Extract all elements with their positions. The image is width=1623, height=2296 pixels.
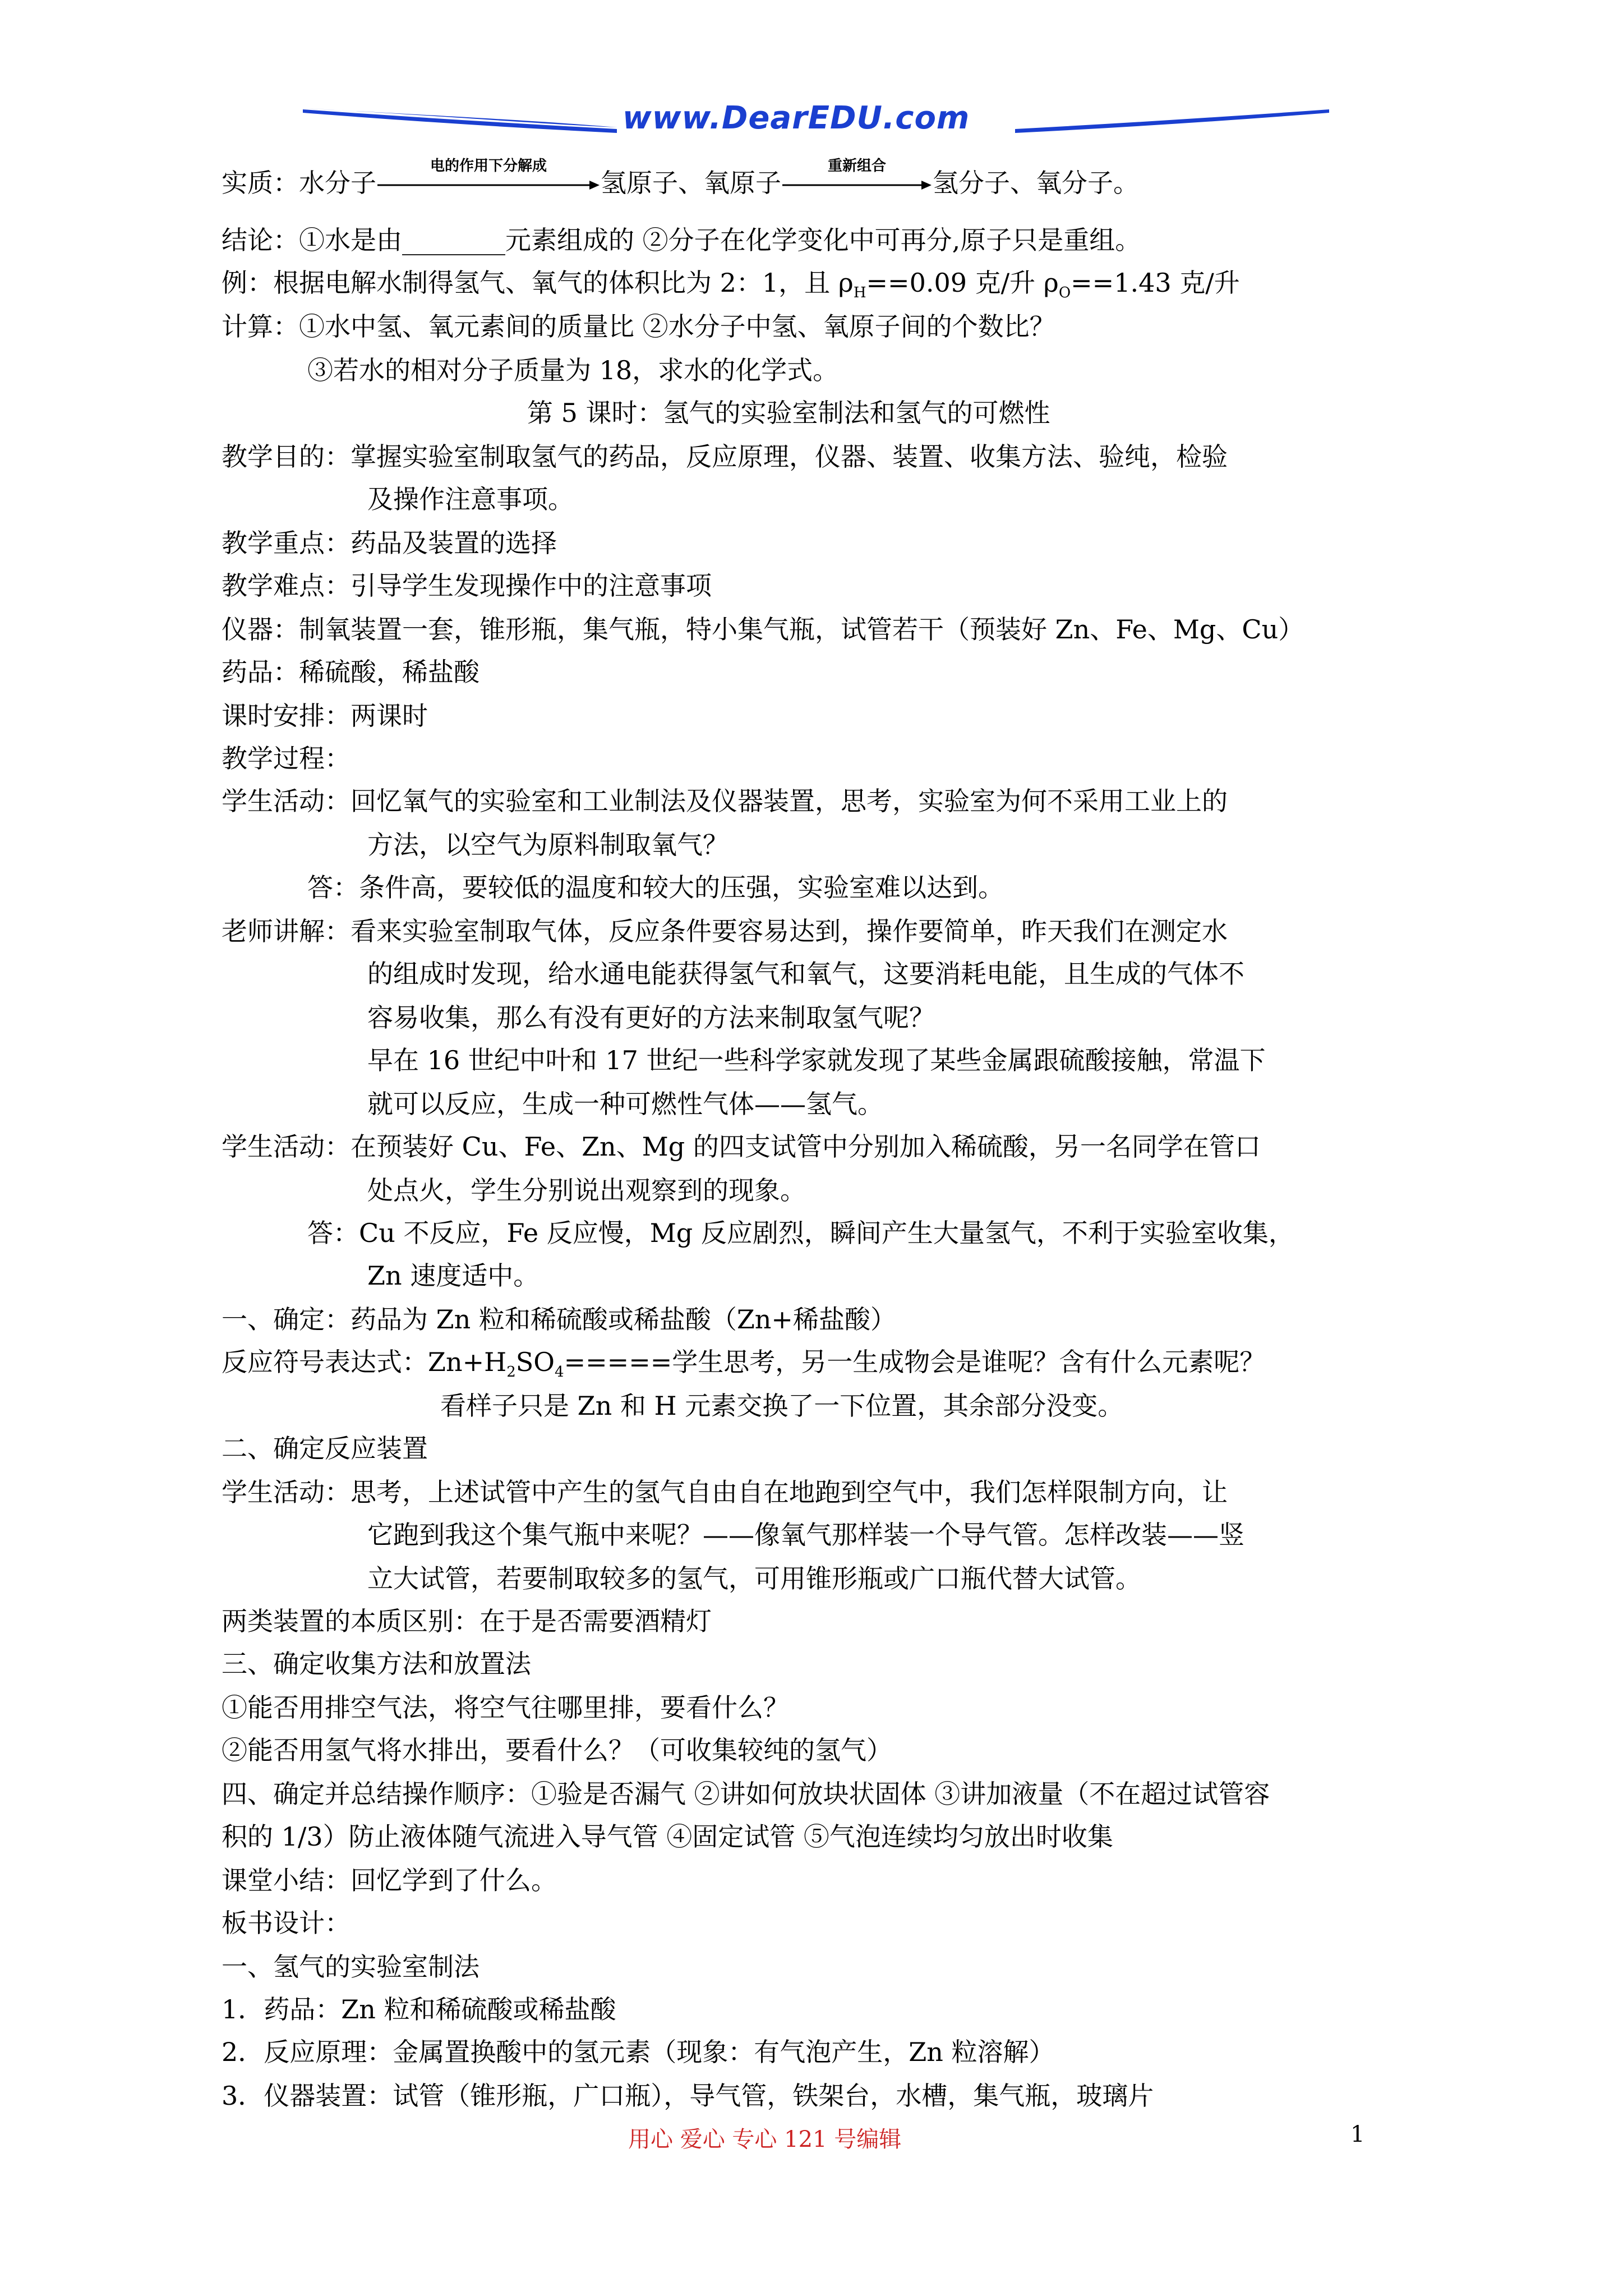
section-heading: 二、确定反应装置 xyxy=(222,1433,428,1464)
text-segment: 氢原子、氧原子 xyxy=(601,168,781,198)
banner-swoosh-left xyxy=(303,108,617,133)
arrow-label: 重新组合 xyxy=(827,158,886,174)
text-segment: =====学生思考，另一生成物会是谁呢？含有什么元素呢？ xyxy=(564,1347,1266,1377)
reaction-arrow xyxy=(376,158,601,200)
text-line: 两类装置的本质区别：在于是否需要酒精灯 xyxy=(222,1606,712,1636)
subscript: O xyxy=(1058,284,1071,302)
text-line: ①能否用排空气法，将空气往哪里排，要看什么？ xyxy=(222,1692,789,1723)
text-line: 看样子只是 Zn 和 H 元素交换了一下位置，其余部分没变。 xyxy=(440,1391,1124,1421)
text-segment: 实质：水分子 xyxy=(222,168,376,198)
text-line: 药品：稀硫酸，稀盐酸 xyxy=(222,657,479,687)
text-line: 容易收集，那么有没有更好的方法来制取氢气呢？ xyxy=(367,1002,935,1033)
subscript: 2 xyxy=(506,1364,516,1381)
footer-text: 用心 爱心 专心 121 号编辑 xyxy=(628,2127,902,2152)
text-line: 答：Cu 不反应，Fe 反应慢，Mg 反应剧烈，瞬间产生大量氢气，不利于实验室收集， xyxy=(307,1218,1294,1248)
text-line xyxy=(222,158,1139,200)
text-segment: ==1.43 克/升 xyxy=(1071,268,1240,298)
text-line: 学生活动：在预装好 Cu、Fe、Zn、Mg 的四支试管中分别加入稀硫酸，另一名同学在管口 xyxy=(222,1131,1261,1162)
text-line: 教学目的：掌握实验室制取氢气的药品，反应原理，仪器、装置、收集方法、验纯，检验 xyxy=(222,441,1228,472)
text-line: 立大试管，若要制取较多的氢气，可用锥形瓶或广口瓶代替大试管。 xyxy=(367,1563,1141,1594)
list-item: 1．药品：Zn 粒和稀硫酸或稀盐酸 xyxy=(222,1994,616,2024)
text-line: 学生活动：思考，上述试管中产生的氢气自由自在地跑到空气中，我们怎样限制方向，让 xyxy=(222,1477,1228,1507)
text-line: 教学过程： xyxy=(222,743,351,774)
text-line: ②能否用氢气将水排出，要看什么？（可收集较纯的氢气） xyxy=(222,1735,892,1765)
text-line: 仪器：制氧装置一套，锥形瓶，集气瓶，特小集气瓶，试管若干（预装好 Zn、Fe、Mg、Cu） xyxy=(222,614,1304,645)
text-line: 结论：①水是由________元素组成的 ②分子在化学变化中可再分,原子只是重组。 xyxy=(222,225,1141,255)
text-segment: 氢分子、氧分子。 xyxy=(933,168,1139,198)
text-line: Zn 速度适中。 xyxy=(367,1260,540,1291)
text-line: 教学重点：药品及装置的选择 xyxy=(222,528,557,558)
subscript: H xyxy=(853,284,866,302)
text-line: 老师讲解：看来实验室制取气体，反应条件要容易达到，操作要简单，昨天我们在测定水 xyxy=(222,916,1228,946)
banner-swoosh-right xyxy=(1015,109,1329,133)
text-segment: SO xyxy=(515,1347,555,1377)
list-item: 2．反应原理：金属置换酸中的氢元素（现象：有气泡产生，Zn 粒溶解） xyxy=(222,2037,1055,2067)
text-line: 一、确定：药品为 Zn 粒和稀硫酸或稀盐酸（Zn+稀盐酸） xyxy=(222,1304,896,1335)
site-logo-text[interactable]: www.DearEDU.com xyxy=(623,100,970,136)
text-line: ③若水的相对分子质量为 18，求水的化学式。 xyxy=(307,355,839,385)
text-line: 课时安排：两课时 xyxy=(222,701,428,731)
text-line: 答：条件高，要较低的温度和较大的压强，实验室难以达到。 xyxy=(307,872,1004,903)
text-segment: 反应符号表达式：Zn+H xyxy=(222,1347,507,1377)
text-line: 课堂小结：回忆学到了什么。 xyxy=(222,1865,557,1895)
text-line: 早在 16 世纪中叶和 17 世纪一些科学家就发现了某些金属跟硫酸接触，常温下 xyxy=(367,1045,1266,1075)
text-line: 方法，以空气为原料制取氧气？ xyxy=(367,830,728,860)
text-line: 它跑到我这个集气瓶中来呢？——像氧气那样装一个导气管。怎样改装——竖 xyxy=(367,1520,1244,1550)
text-segment: 例：根据电解水制得氢气、氧气的体积比为 2：1，且 ρ xyxy=(222,268,854,298)
section-heading: 三、确定收集方法和放置法 xyxy=(222,1649,531,1679)
page-number: 1 xyxy=(1350,2122,1365,2147)
subscript: 4 xyxy=(555,1364,564,1381)
text-line: 教学难点：引导学生发现操作中的注意事项 xyxy=(222,570,712,601)
text-line: 处点火，学生分别说出观察到的现象。 xyxy=(367,1175,806,1205)
text-line: 就可以反应，生成一种可燃性气体——氢气。 xyxy=(367,1089,883,1119)
text-line: 及操作注意事项。 xyxy=(367,484,574,514)
section-heading: 一、氢气的实验室制法 xyxy=(222,1952,479,1982)
text-line: 计算：①水中氢、氧元素间的质量比 ②水分子中氢、氧原子间的个数比？ xyxy=(222,311,1055,342)
text-line: 学生活动：回忆氧气的实验室和工业制法及仪器装置，思考，实验室为何不采用工业上的 xyxy=(222,786,1228,816)
list-item: 3．仪器装置：试管（锥形瓶，广口瓶），导气管，铁架台，水槽，集气瓶，玻璃片 xyxy=(222,2081,1154,2111)
text-line: 积的 1/3）防止液体随气流进入导气管 ④固定试管 ⑤气泡连续均匀放出时收集 xyxy=(222,1821,1113,1852)
text-segment: ==0.09 克/升 ρ xyxy=(866,268,1059,298)
section-heading: 第 5 课时：氢气的实验室制法和氢气的可燃性 xyxy=(527,398,1050,428)
text-line: 板书设计： xyxy=(222,1908,351,1938)
text-line xyxy=(222,266,1240,310)
section-heading: 四、确定并总结操作顺序：①验是否漏气 ②讲如何放块状固体 ③讲加液量（不在超过试管容 xyxy=(222,1779,1270,1809)
text-line xyxy=(222,1345,1265,1389)
text-line: 的组成时发现，给水通电能获得氢气和氧气，这要消耗电能，且生成的气体不 xyxy=(367,959,1244,989)
arrow-label: 电的作用下分解成 xyxy=(430,158,547,174)
reaction-arrow xyxy=(781,158,933,200)
